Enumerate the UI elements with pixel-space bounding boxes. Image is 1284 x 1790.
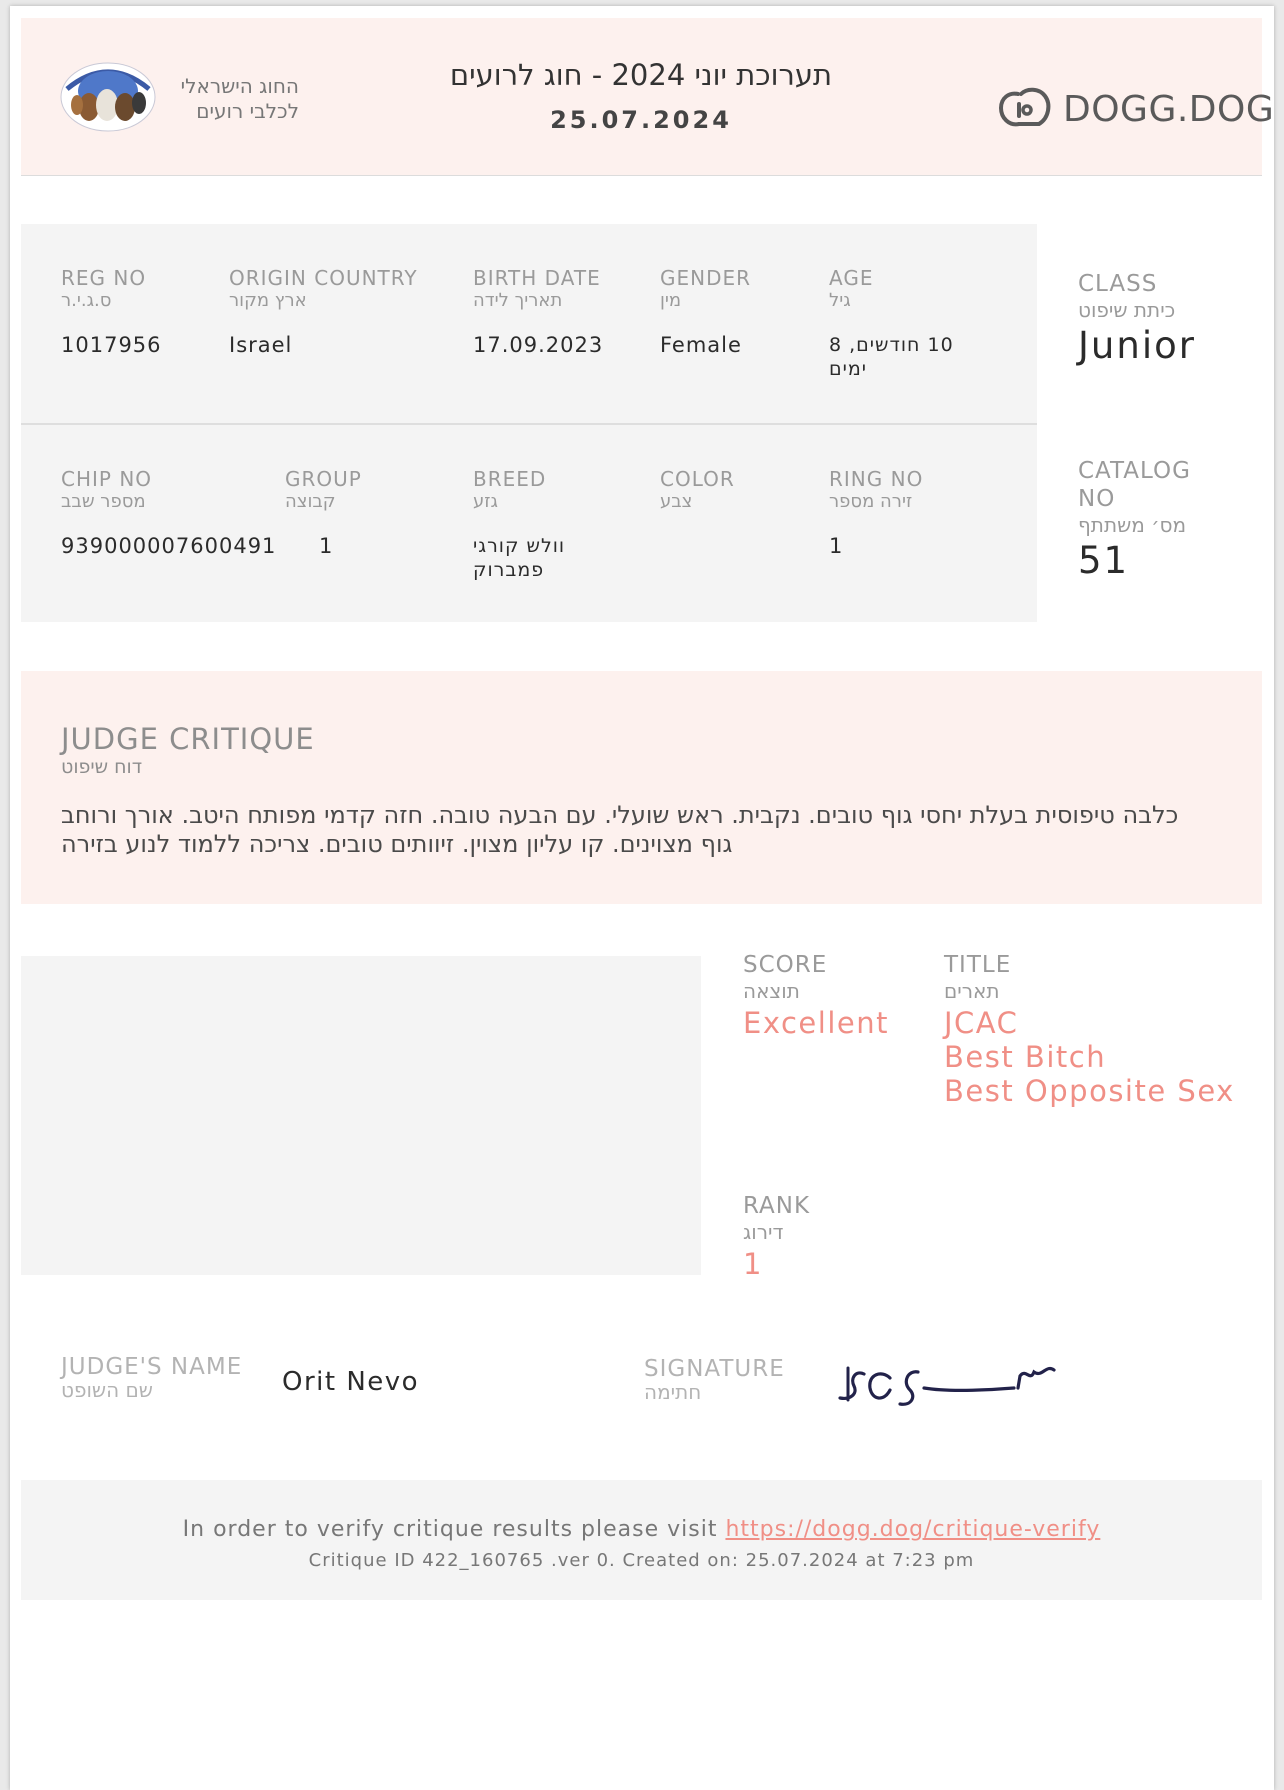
score-field [743,951,889,1040]
critique-info: Critique ID 422_160765 .ver 0. Created on: 25.07.2024 at 7:23 pm [308,1550,975,1571]
title-field [944,951,1244,1108]
club-name: החוג הישראלי לכלבי רועים [180,74,299,123]
verify-text: In order to verify critique results please visit [182,1517,718,1542]
dog-photo-placeholder [21,956,701,1275]
title-item: Best Opposite Sex [944,1074,1235,1108]
age-label-he: גיל [829,290,851,311]
score-value: Excellent [743,1006,889,1040]
group-value: 1 [319,534,334,558]
rank-label-he: דירוג [743,1220,784,1244]
color-label: COLOR [660,467,735,491]
birth-date-field [473,266,603,357]
origin-country-field [229,266,418,357]
breed-label: BREED [473,467,547,491]
verify-line [21,1517,1262,1542]
chip-no-label-he: מספר שבב [61,491,146,512]
footer [21,1480,1262,1600]
critique-heading-he: דוח שיפוט [61,756,143,778]
dog-info-row-1 [21,224,1037,423]
judge-name-label-he: שם השופט [61,1378,153,1402]
brand-name: DOGG.DOG [1063,88,1275,130]
club-seal-logo [59,61,157,133]
ring-no-label: RING NO [829,467,924,491]
catalog-label-he: מס׳ משתתף [1078,513,1187,537]
reg-no-value: 1017956 [61,333,162,357]
critique-heading: JUDGE CRITIQUE [61,722,315,756]
reg-no-label: REG NO [61,266,147,290]
verify-link[interactable]: https://dogg.dog/critique-verify [725,1517,1101,1542]
critique-text: כלבה טיפוסית בעלת יחסי גוף טובים. נקבית. ראש שועלי. עם הבעה טובה. חזה קדמי מפותח היטב. אורך ורוחב גוף מצוינים. קו עליון מצוין. זיוותים טובים. צריכה ללמוד לנוע בזירה [61,801,1179,858]
score-label-he: תוצאה [743,979,800,1003]
catalog-value: 51 [1078,539,1130,582]
gender-field [660,266,751,357]
score-label: SCORE [743,952,828,978]
origin-country-label: ORIGIN COUNTRY [229,266,418,290]
gender-value: Female [660,333,742,357]
reg-no-field [61,266,162,357]
reg-no-label-he: ס.ג.י.ר [61,290,112,311]
color-label-he: צבע [660,491,693,512]
breed-field [473,467,613,582]
age-value: 10 חודשים, 8 ימים [829,334,954,380]
title-label-he: תארים [944,979,1000,1003]
chip-no-field [61,467,276,558]
judge-critique-panel [21,671,1262,904]
signature-label-block [644,1357,785,1403]
judge-signature [828,1348,1068,1412]
ring-no-field [829,467,923,558]
show-date: 25.07.2024 [550,106,732,134]
class-label-he: כיתת שיפוט [1078,298,1176,322]
judge-name-label: JUDGE'S NAME [61,1354,243,1380]
class-label: CLASS [1078,271,1158,297]
chip-no-label: CHIP NO [61,467,153,491]
gender-label: GENDER [660,266,752,290]
chip-no-value: 939000007600491 [61,534,277,558]
dog-info-row-2 [21,425,1037,622]
origin-country-value: Israel [229,333,293,357]
birth-date-label: BIRTH DATE [473,266,601,290]
class-value: Junior [1078,324,1196,367]
rank-label: RANK [743,1193,811,1219]
age-field [829,266,989,381]
judge-name-label-block [61,1355,242,1401]
dog-paw-logo-icon [995,86,1053,132]
class-field [1078,270,1258,368]
brand-logo [995,86,1274,132]
rank-value: 1 [743,1247,763,1281]
title-list [944,1006,1244,1108]
birth-date-value: 17.09.2023 [473,333,604,357]
birth-date-label-he: תאריך לידה [473,290,563,311]
title-item: JCAC [944,1006,1019,1040]
signature-label: SIGNATURE [644,1356,785,1382]
group-label-he: קבוצה [285,491,336,512]
group-label: GROUP [285,467,362,491]
gender-label-he: מין [660,290,682,311]
title-item: Best Bitch [944,1040,1107,1074]
ring-no-value: 1 [829,534,844,558]
age-label: AGE [829,266,874,290]
breed-label-he: גזע [473,491,498,512]
breed-value: וולש קורגי פמברוק [473,535,566,581]
show-title: תערוכת יוני 2024 - חוג לרועים [449,58,833,92]
group-field [285,467,362,558]
origin-country-label-he: ארץ מקור [229,290,307,311]
title-label: TITLE [944,952,1012,978]
critique-page [10,6,1274,1790]
catalog-field [1078,457,1228,583]
ring-no-label-he: זירה מספר [829,491,913,512]
color-field [660,467,735,534]
rank-field [743,1192,810,1281]
catalog-label: CATALOG NO [1078,458,1191,512]
signature-label-he: חתימה [644,1380,702,1404]
judge-name: Orit Nevo [282,1367,420,1397]
header [21,18,1275,176]
